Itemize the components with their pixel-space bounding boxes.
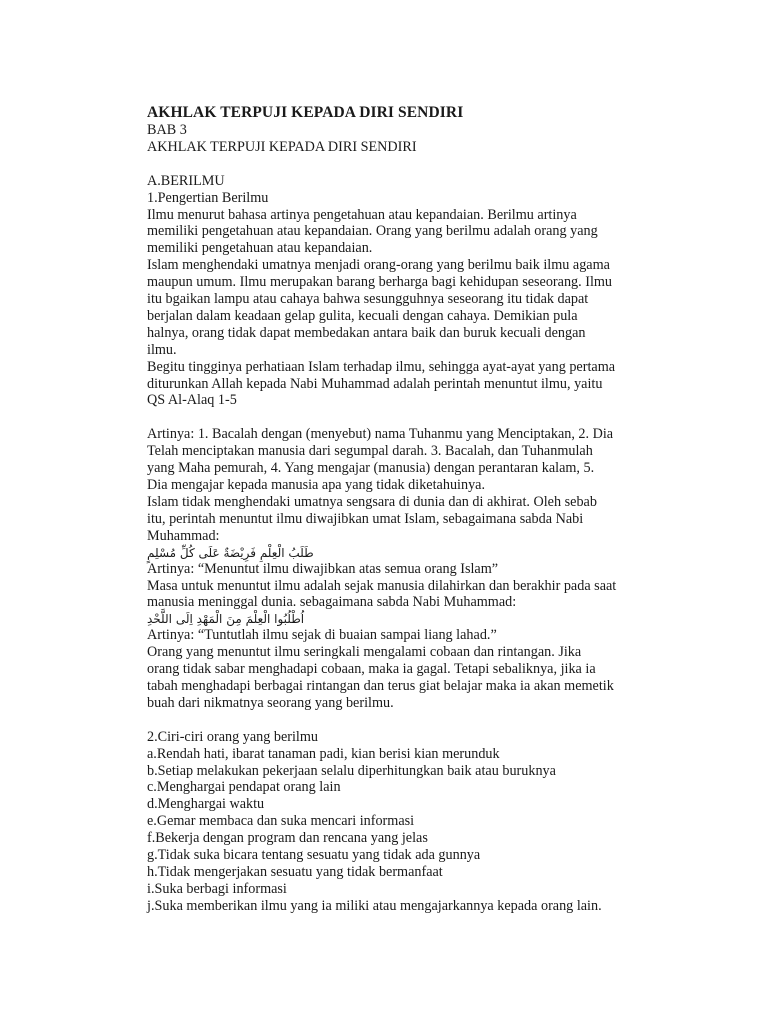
chapter-label: BAB 3	[147, 122, 187, 138]
list-item: c.Menghargai pendapat orang lain	[147, 779, 341, 796]
traits-list	[147, 746, 747, 915]
paragraph-patience: Orang yang menuntut ilmu seringkali mengalami cobaan dan rintangan. Jika orang tidak sabar menghadapi cobaan, maka ia gagal. Tetapi sebaliknya, jika ia tabah menghadapi berbagai rintangan dan terus giat belajar maka ia akan memetik buah dari nikmatnya seorang yang berilmu.	[147, 644, 614, 711]
paragraph-definition: Ilmu menurut bahasa artinya pengetahuan atau kepandaian. Berilmu artinya memiliki pengetahuan atau kepandaian. Orang yang berilmu adalah orang yang memiliki pengetahuan atau kepandaian.	[147, 206, 598, 257]
list-item: d.Menghargai waktu	[147, 796, 265, 813]
paragraph-lifelong-learning: Masa untuk menuntut ilmu adalah sejak manusia dilahirkan dan berakhir pada saat manusia meninggal dunia. sebagaimana sabda Nabi Muhammad:	[147, 577, 617, 611]
paragraph-islam-knowledge: Islam menghendaki umatnya menjadi orang-orang yang berilmu baik ilmu agama maupun umum. Ilmu merupakan barang berharga bagi kehidupan seseorang. Ilmu itu bgaikan lampu atau cahaya bahwa sesungguhnya seseorang itu tidak dapat berjalan dalam keadaan gelap gulita, kecuali dengan cahaya. Demikian pula halnya, orang tidak dapat membedakan antara baik dan buruk kecuali dengan ilmu.	[147, 257, 613, 358]
spacer	[147, 712, 747, 729]
list-item: f.Bekerja dengan program dan rencana yang jelas	[147, 830, 428, 847]
paragraph-first-revelation: Begitu tingginya perhatiaan Islam terhadap ilmu, sehingga ayat-ayat yang pertama diturunkan Allah kepada Nabi Muhammad adalah perintah menuntut ilmu, yaitu QS Al-Alaq 1-5	[147, 358, 616, 409]
hadith-arabic-2: اُطْلُبُوا الْعِلْمَ مِنَ الْمَهْدِ اِلَى اللَّحْدِ	[147, 612, 305, 627]
hadith-arabic-1: طَلَبُ الْعِلْمِ فَرِيْضَةٌ عَلَى كُلِّ مُسْلِمٍ	[147, 545, 314, 560]
spacer	[147, 409, 747, 426]
paragraph-obligation: Islam tidak menghendaki umatnya sengsara di dunia dan di akhirat. Oleh sebab itu, perintah menuntut ilmu diwajibkan umat Islam, sebagaimana sabda Nabi Muhammad:	[147, 493, 597, 544]
list-item: i.Suka berbagi informasi	[147, 880, 287, 897]
list-item: j.Suka memberikan ilmu yang ia miliki atau mengajarkannya kepada orang lain.	[147, 897, 602, 914]
section-heading-berilmu: A.BERILMU	[147, 172, 225, 189]
list-item: h.Tidak mengerjakan sesuatu yang tidak bermanfaat	[147, 864, 443, 881]
list-item: a.Rendah hati, ibarat tanaman padi, kian berisi kian merunduk	[147, 745, 500, 762]
document-page	[147, 104, 747, 915]
list-item: b.Setiap melakukan pekerjaan selalu diperhitungkan baik atau buruknya	[147, 762, 556, 779]
chapter-title: AKHLAK TERPUJI KEPADA DIRI SENDIRI	[147, 138, 417, 155]
document-title: AKHLAK TERPUJI KEPADA DIRI SENDIRI	[147, 104, 464, 121]
hadith-meaning-1: Artinya: “Menuntut ilmu diwajibkan atas semua orang Islam”	[147, 560, 499, 577]
subsection-heading-ciri: 2.Ciri-ciri orang yang berilmu	[147, 728, 318, 745]
paragraph-verse-meaning: Artinya: 1. Bacalah dengan (menyebut) nama Tuhanmu yang Menciptakan, 2. Dia Telah menciptakan manusia dari segumpal darah. 3. Bacalah, dan Tuhanmulah yang Maha pemurah, 4. Yang mengajar (manusia) dengan perantaran kalam, 5. Dia mengajar kepada manusia apa yang tidak diketahuinya.	[147, 426, 614, 493]
list-item: g.Tidak suka bicara tentang sesuatu yang tidak ada gunnya	[147, 847, 481, 864]
spacer	[147, 156, 747, 173]
subsection-heading-pengertian: 1.Pengertian Berilmu	[147, 189, 269, 206]
hadith-meaning-2: Artinya: “Tuntutlah ilmu sejak di buaian sampai liang lahad.”	[147, 627, 497, 644]
list-item: e.Gemar membaca dan suka mencari informasi	[147, 813, 415, 830]
